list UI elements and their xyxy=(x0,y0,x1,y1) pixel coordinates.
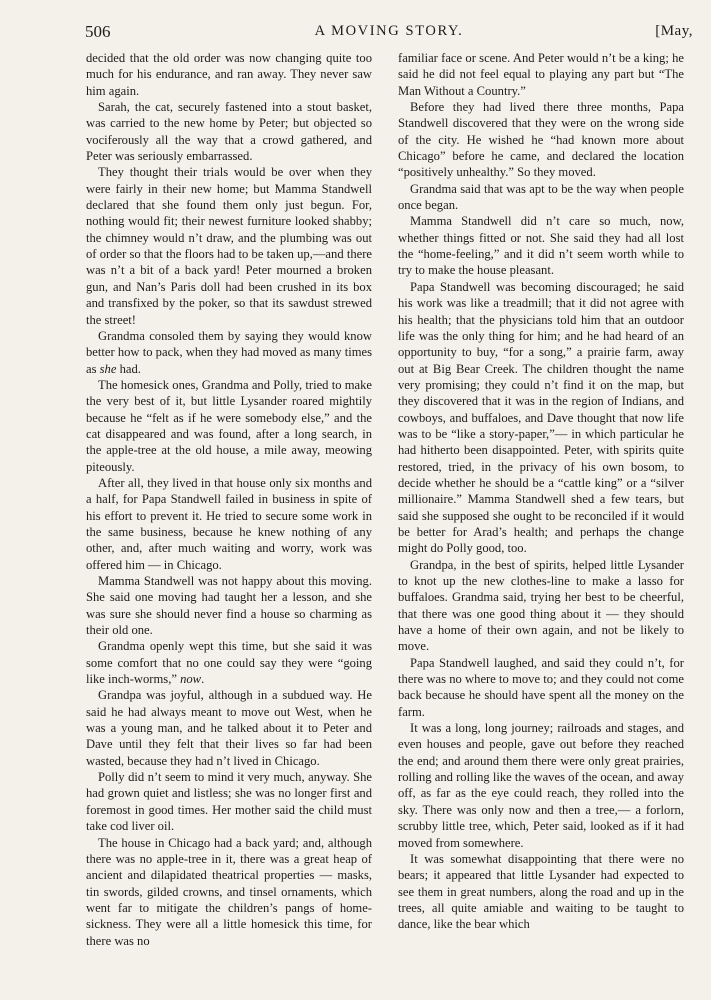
text-run: Before they had lived there three months, Papa Standwell discovered that they were on the wrong side of the city. He wished he “had known more about Chicago” before he came, and declared the location “positively unhealthy.” So they moved. xyxy=(398,100,684,180)
paragraph xyxy=(398,557,684,655)
paragraph xyxy=(86,475,372,573)
text-run: Grandma said that was apt to be the way when people once began. xyxy=(398,181,684,213)
text-run: The homesick ones, Grandma and Polly, tried to make the very best of it, but little Lysander roared mightily because he “felt as if he were somebody else,” and the cat disappeared and was found, after a long search, in the apple-tree at the old house, a mile away, meowing piteously. xyxy=(86,377,372,474)
text-run: Mamma Standwell was not happy about this moving. She said one moving had taught her a lesson, and she was sure she should never find a house so charming as their old one. xyxy=(86,574,372,638)
text-run: They thought their trials would be over when they were fairly in their new home; but Mamma Standwell declared that she found them only just begun. For, nothing would fit; their newest furniture looked shabby; the chimney would n’t draw, and the plumbing was out of order so that the floors had to be taken up,—and there was n’t a bit of a back yard! Peter mourned a broken gun, and Nan’s Paris doll had been crushed in its box and transfixed by the poker, so that its sawdust strewed the street! xyxy=(86,165,372,327)
paragraph xyxy=(398,720,684,851)
paragraph xyxy=(86,328,372,377)
text-run: Grandma openly wept this time, but she said it was some comfort that no one could say they were “going like inch-worms,” xyxy=(86,639,372,687)
left-column xyxy=(86,50,372,949)
text-run: It was somewhat disappointing that there were no bears; it appeared that little Lysander had expected to see them in great numbers, along the road and up in the trees, all quite amiable and waiting to be taught to dance, like the bear which xyxy=(398,851,684,932)
paragraph xyxy=(86,769,372,834)
paragraph xyxy=(86,99,372,164)
paragraph xyxy=(398,655,684,720)
text-run: Sarah, the cat, securely fastened into a stout basket, was carried to the new home by Peter; but objected so vociferously all the way that a crowd gathered, and Peter was seriously embarrassed. xyxy=(86,100,372,164)
paragraph xyxy=(86,50,372,99)
text-run: decided that the old order was now changing quite too much for his endurance, and ran away. They never saw him again. xyxy=(86,51,372,98)
text-run: familiar face or scene. And Peter would n’t be a king; he said he did not feel equal to playing any part but “The Man Without a Country.” xyxy=(398,51,684,98)
paragraph xyxy=(398,50,684,99)
text-run: The house in Chicago had a back yard; and, although there was no apple-tree in it, there was a great heap of ancient and dilapidated theatrical properties — masks, tin swords, gilded crowns, and tinsel ornaments, which went far to mitigate the children’s pangs of home-sickness. They were all a little homesick this time, for there was no xyxy=(86,835,372,948)
paragraph xyxy=(398,213,684,278)
text-run: Grandpa was joyful, although in a subdued way. He said he had always meant to move out West, when he was a young man, and he talked about it to Peter and Dave until they felt that their lives so far had been wasted, because they had n’t lived in Chicago. xyxy=(86,688,372,768)
text-run: Grandpa, in the best of spirits, helped little Lysander to knot up the new clothes-line to make a lasso for buffaloes. Grandma said, trying her best to be cheerful, that there was one good thing about it — they should have a home of their own again, and not be likely to move. xyxy=(398,557,684,654)
page-number: 506 xyxy=(85,22,111,41)
paragraph xyxy=(398,181,684,214)
paragraph xyxy=(398,279,684,557)
paragraph xyxy=(398,99,684,181)
running-header xyxy=(85,22,693,44)
text-run: After all, they lived in that house only six months and a half, for Papa Standwell failed in business in spite of his effort to prevent it. He tried to secure some work in the same business, because he knew nothing of any other, and, after much waiting and worry, work was offered him — in Chicago. xyxy=(86,475,372,572)
paragraph xyxy=(86,377,372,475)
running-title: A MOVING STORY. xyxy=(314,23,464,39)
text-run: Polly did n’t seem to mind it very much, anyway. She had grown quiet and listless; she was no longer first and foremost in good times. Her mother said the child must take cod liver oil. xyxy=(86,770,372,834)
text-run: Papa Standwell laughed, and said they could n’t, for there was no where to move to; and they could not come back because he should have spent all the money on the farm. xyxy=(398,655,684,719)
paragraph xyxy=(86,687,372,769)
paragraph xyxy=(398,851,684,933)
paragraph xyxy=(86,638,372,687)
running-month: [May, xyxy=(655,23,693,39)
paragraph xyxy=(86,573,372,638)
text-run: Grandma consoled them by saying they would know better how to pack, when they had moved as many times as xyxy=(86,328,372,376)
paragraph xyxy=(86,835,372,949)
text-run: It was a long, long journey; railroads and stages, and even houses and people, gave out before they reached the end; and around them there were only great prairies, rolling and rolling like the waves of the ocean, and away off, as far as the eye could reach, they rolled into the sky. There was only now and then a tree,— a forlorn, scrubby little tree, which, Peter said, looked as if it had moved from somewhere. xyxy=(398,721,684,850)
text-run: Mamma Standwell did n’t care so much, now, whether things fitted or not. She said they had all lost the “home-feeling,” and it did n’t seem worth while to try to make the house pleasant. xyxy=(398,214,684,278)
paragraph xyxy=(86,164,372,327)
text-run: . xyxy=(201,672,205,687)
text-run: had. xyxy=(116,361,141,376)
italic-text: she xyxy=(99,361,117,376)
right-column xyxy=(398,50,684,933)
italic-text: now xyxy=(180,672,202,687)
text-run: Papa Standwell was becoming discouraged; he said his work was like a treadmill; that it did not agree with his health; that the physicians told him that an outdoor life was the only thing for him; and he had heard of an opportunity to buy, “for a song,” a prairie farm, away out at Big Bear Creek. The children thought the name very promising; they could n’t find it on the map, but they discovered that it was in the region of Indians, and cowboys, and buffaloes, and Dave thought that now life was to be “like a story-paper,”— in which particular he had hitherto been disappointed. Peter, with spirits quite restored, tried, in the privacy of his own bosom, to decide whether he should be a “cattle king” or a “silver millionaire.” Mamma Standwell shed a few tears, but said she supposed she ought to be reconciled if it would be better for Arad’s health; and perhaps the change might do Polly good, too. xyxy=(398,279,684,556)
